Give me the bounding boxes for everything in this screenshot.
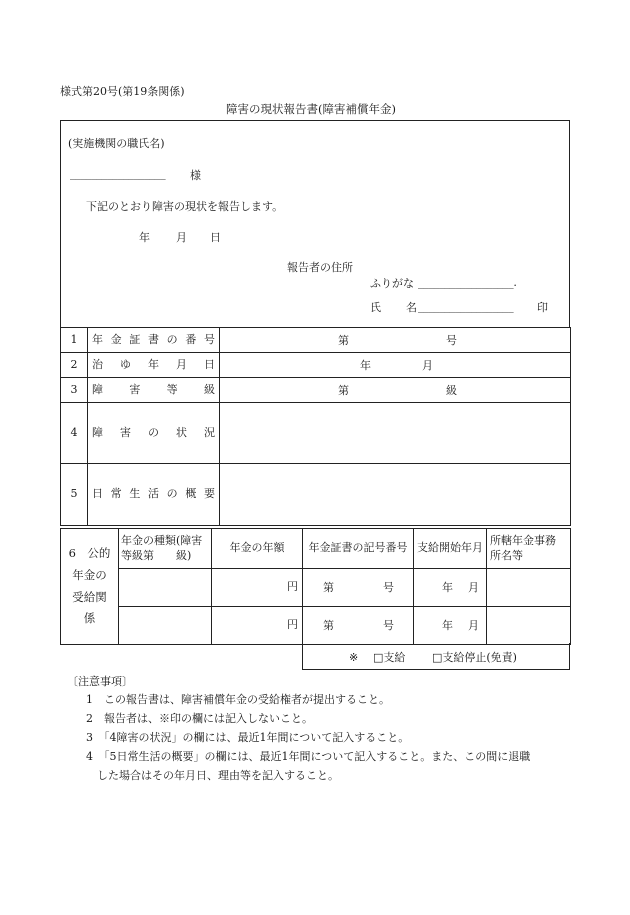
disability-grade-field[interactable] bbox=[220, 378, 571, 403]
agency-name-field[interactable]: __________________ bbox=[70, 167, 166, 180]
year-label: 年 bbox=[360, 359, 371, 372]
table-row bbox=[61, 569, 571, 607]
row-number: 5 bbox=[61, 464, 88, 526]
row-number: 2 bbox=[61, 353, 88, 378]
items-table bbox=[60, 327, 571, 526]
go-label: 号 bbox=[446, 334, 457, 347]
reporter-address-label: 報告者の住所 bbox=[287, 261, 353, 274]
seal-mark: 印 bbox=[537, 301, 548, 314]
public-pension-section-label: 6 公的 年金の 受給関 係 bbox=[61, 529, 119, 645]
pension-type-field[interactable] bbox=[119, 607, 212, 645]
start-date-field[interactable] bbox=[414, 607, 487, 645]
daily-life-summary-field[interactable] bbox=[220, 464, 571, 526]
pension-certificate-number-field[interactable] bbox=[220, 328, 571, 353]
dai-label: 第 bbox=[338, 384, 349, 397]
row-label-disability-grade: 障 害 等 級 bbox=[88, 378, 220, 403]
month-label: 月 bbox=[422, 359, 433, 372]
annual-amount-field[interactable] bbox=[212, 569, 303, 607]
furigana-label: ふりがな bbox=[370, 277, 414, 290]
month-label: 月 bbox=[468, 619, 479, 632]
sama-label: 様 bbox=[190, 169, 201, 182]
month-label: 月 bbox=[468, 581, 479, 594]
table-row bbox=[61, 529, 571, 569]
dai-label: 第 bbox=[323, 581, 334, 594]
report-header-box bbox=[60, 120, 570, 328]
name-label-part2: 名 bbox=[406, 301, 417, 314]
column-header-pension-office: 所轄年金事務 所名等 bbox=[487, 529, 571, 569]
form-title: 障害の現状報告書(障害補償年金) bbox=[226, 102, 396, 116]
note-item: 2 報告者は、※印の欄には記入しないこと。 bbox=[86, 712, 313, 725]
disability-status-field[interactable] bbox=[220, 403, 571, 464]
row-label-pension-certificate-number: 年 金 証 書 の 番 号 bbox=[88, 328, 220, 353]
table-row bbox=[61, 353, 571, 378]
certificate-number-field[interactable] bbox=[303, 607, 414, 645]
dai-label: 第 bbox=[323, 619, 334, 632]
annual-amount-field[interactable] bbox=[212, 607, 303, 645]
yen-label: 円 bbox=[287, 580, 298, 594]
column-header-start-date: 支給開始年月 bbox=[414, 529, 487, 569]
certificate-number-field[interactable] bbox=[303, 569, 414, 607]
form-number: 様式第20号(第19条関係) bbox=[60, 85, 185, 98]
go-label: 号 bbox=[383, 581, 394, 594]
payment-checkbox[interactable]: □支給 bbox=[373, 651, 406, 664]
pension-office-field[interactable] bbox=[487, 569, 571, 607]
table-row bbox=[61, 607, 571, 645]
row-number: 4 bbox=[61, 403, 88, 464]
table-row bbox=[61, 328, 571, 353]
row-label-cure-date: 治 ゆ 年 月 日 bbox=[88, 353, 220, 378]
note-item: した場合はその年月日、理由等を記入すること。 bbox=[86, 769, 339, 782]
row-number: 1 bbox=[61, 328, 88, 353]
column-header-pension-type: 年金の種類(障害 等級第 級) bbox=[119, 529, 212, 569]
row-label-daily-life-summary: 日 常 生 活 の 概 要 bbox=[88, 464, 220, 526]
office-use-mark: ※ bbox=[349, 651, 359, 664]
table-row bbox=[61, 378, 571, 403]
year-label: 年 bbox=[442, 581, 453, 594]
pension-type-field[interactable] bbox=[119, 569, 212, 607]
table-row bbox=[61, 464, 571, 526]
notes-heading: 〔注意事項〕 bbox=[67, 675, 133, 688]
name-field[interactable]: __________________ bbox=[418, 300, 514, 313]
public-pension-table bbox=[60, 528, 571, 645]
start-date-field[interactable] bbox=[414, 569, 487, 607]
kyu-label: 級 bbox=[446, 384, 457, 397]
date-day-label: 日 bbox=[210, 231, 221, 244]
agency-label: (実施機関の職氏名) bbox=[68, 137, 165, 150]
date-month-label: 月 bbox=[176, 231, 187, 244]
payment-stop-checkbox[interactable]: □支給停止(免責) bbox=[432, 651, 517, 664]
column-header-annual-amount: 年金の年額 bbox=[212, 529, 303, 569]
furigana-field[interactable]: __________________. bbox=[418, 276, 517, 289]
row-label-disability-status: 障 害 の 状 況 bbox=[88, 403, 220, 464]
go-label: 号 bbox=[383, 619, 394, 632]
name-label-part1: 氏 bbox=[370, 301, 381, 314]
note-item: 1 この報告書は、障害補償年金の受給権者が提出すること。 bbox=[86, 693, 390, 706]
pension-office-field[interactable] bbox=[487, 607, 571, 645]
cure-date-field[interactable] bbox=[220, 353, 571, 378]
column-header-certificate-number: 年金証書の記号番号 bbox=[303, 529, 414, 569]
note-item: 3 「4障害の状況」の欄には、最近1年間について記入すること。 bbox=[86, 731, 410, 744]
intro-text: 下記のとおり障害の現状を報告します。 bbox=[86, 200, 284, 213]
dai-label: 第 bbox=[338, 334, 349, 347]
year-label: 年 bbox=[442, 619, 453, 632]
yen-label: 円 bbox=[287, 618, 298, 632]
row-number: 3 bbox=[61, 378, 88, 403]
date-year-label: 年 bbox=[139, 231, 150, 244]
table-row bbox=[61, 403, 571, 464]
note-item: 4 「5日常生活の概要」の欄には、最近1年間について記入すること。また、この間に退職 bbox=[86, 750, 531, 763]
